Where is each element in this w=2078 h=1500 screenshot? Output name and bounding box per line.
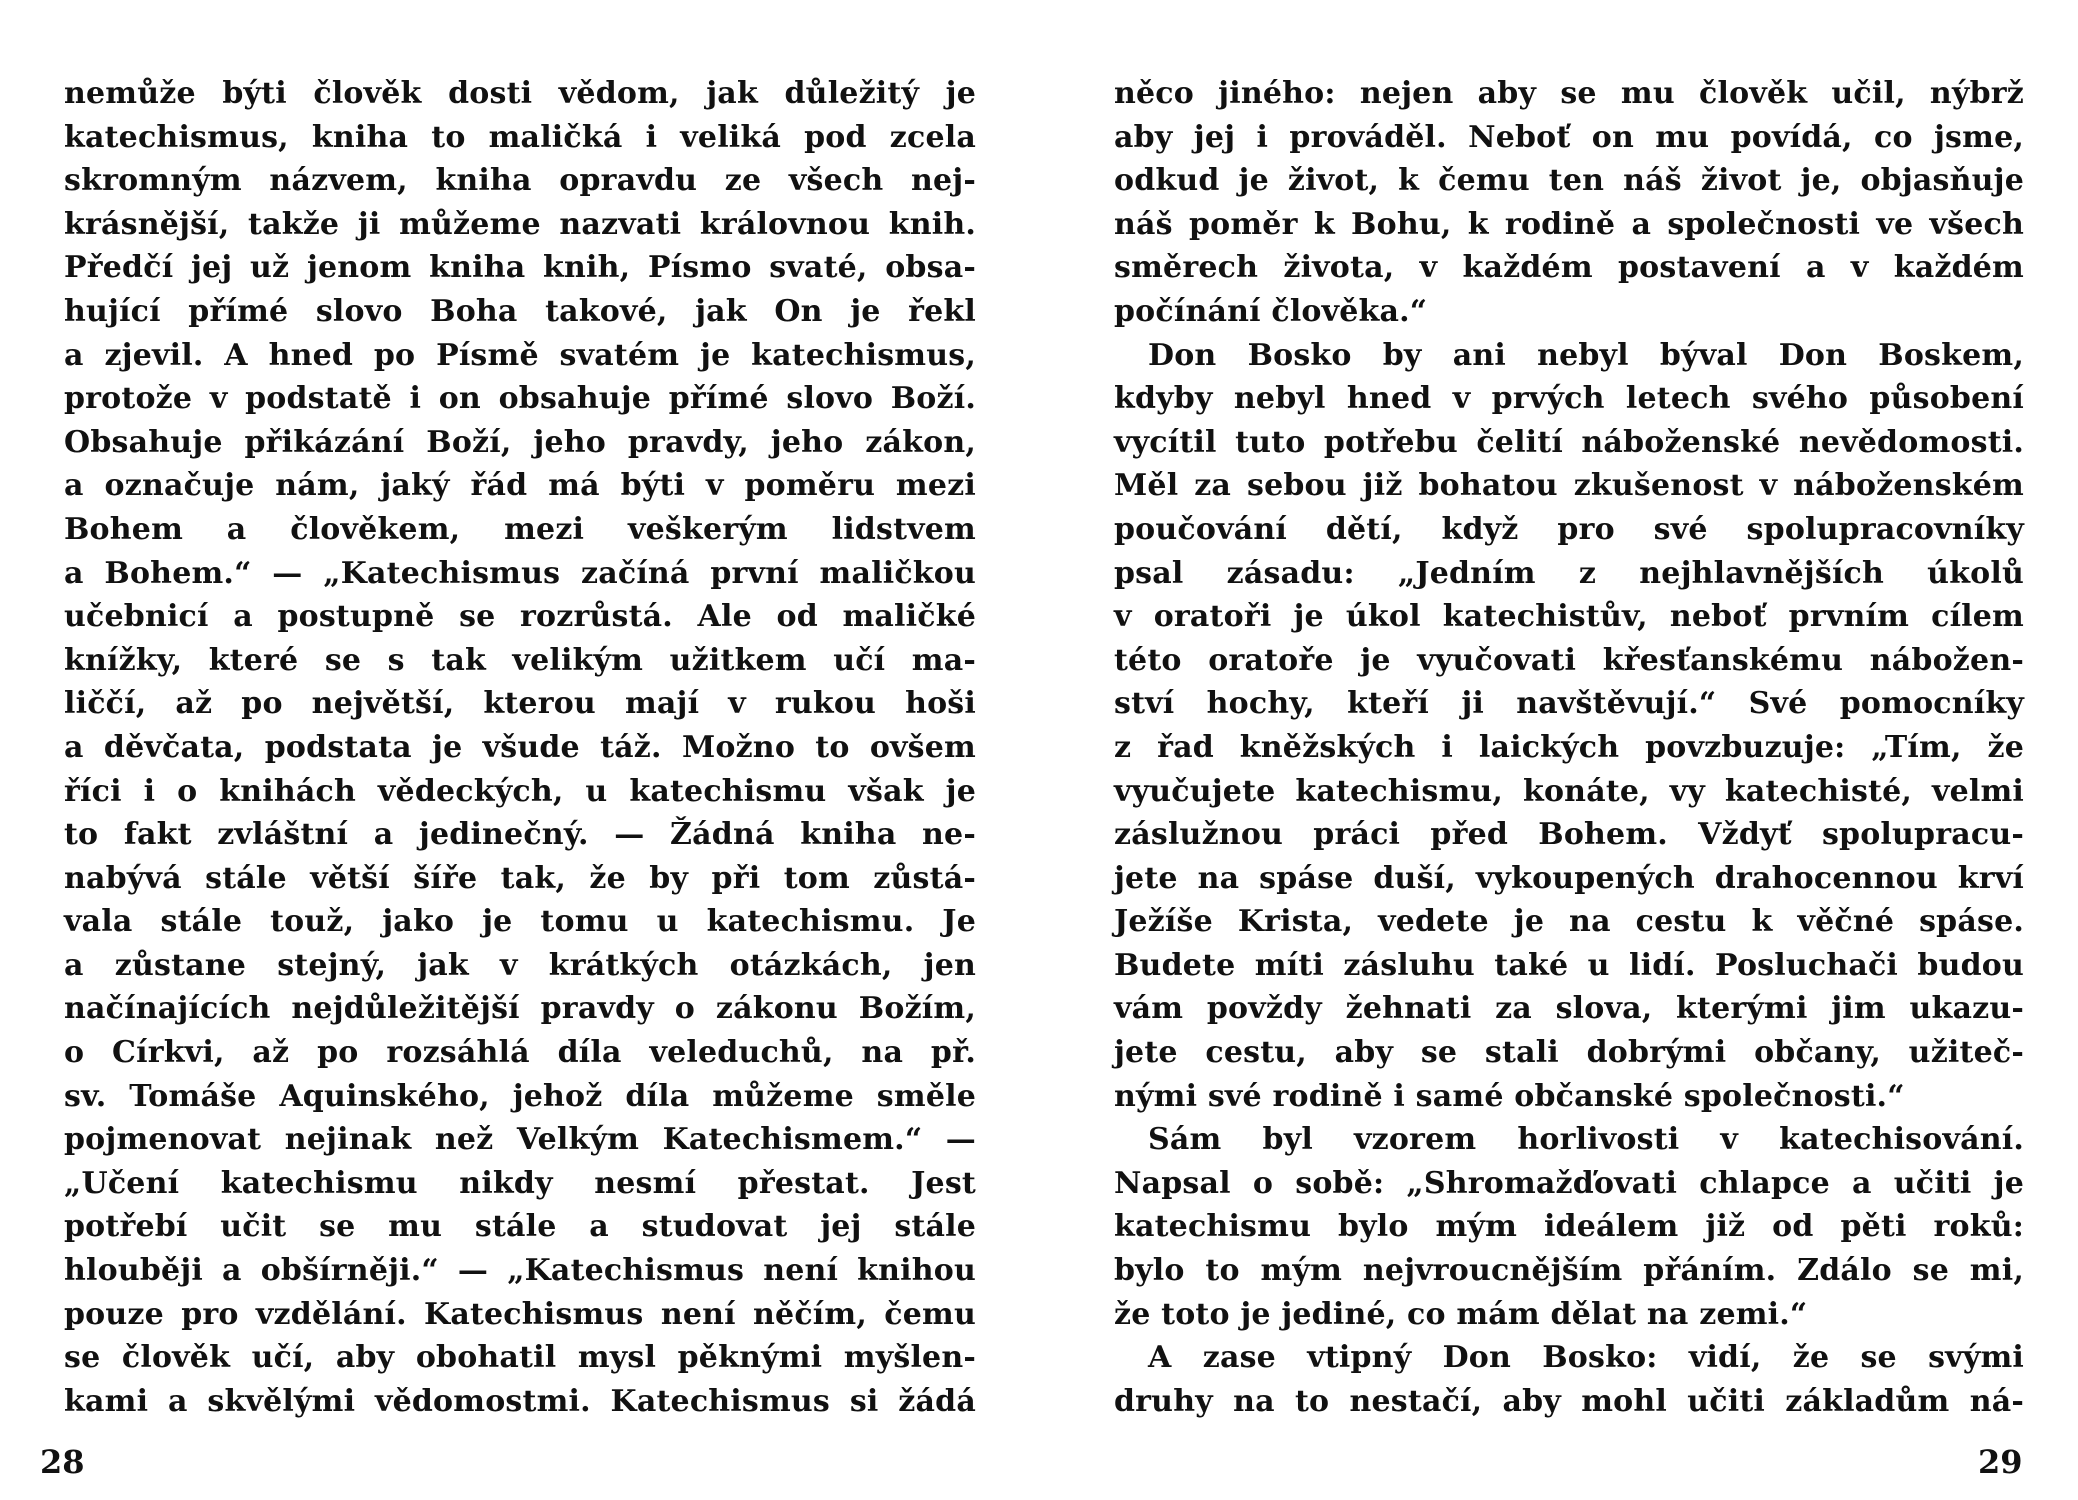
text-line: záslužnou práci před Bohem. Vždyť spolupracu- <box>1114 817 2024 853</box>
text-line: „Učení katechismu nikdy nesmí přestat. Jest <box>64 1165 976 1201</box>
page-number-right: 29 <box>1978 1443 2023 1481</box>
text-line: Obsahuje přikázání Boží, jeho pravdy, jeho zákon, <box>64 424 976 460</box>
text-line: potřebí učit se mu stále a studovat jej stále <box>64 1209 976 1245</box>
text-line: Sám byl vzorem horlivosti v katechisování. <box>1148 1122 2024 1158</box>
text-line: hující přímé slovo Boha takové, jak On je řekl <box>64 293 976 329</box>
text-line: vyučujete katechismu, konáte, vy katechisté, velmi <box>1114 773 2024 809</box>
text-line: bylo to mým nejvroucnějším přáním. Zdálo se mi, <box>1114 1253 2024 1289</box>
text-line: knížky, které se s tak velikým užitkem učí ma- <box>64 642 976 678</box>
text-line: počínání člověka.“ <box>1114 293 1428 329</box>
text-line: nými své rodině i samé občanské společnosti.“ <box>1114 1078 1905 1114</box>
text-line: Předčí jej už jenom kniha knih, Písmo svaté, obsa- <box>64 250 976 286</box>
text-line: a děvčata, podstata je všude táž. Možno to ovšem <box>64 729 976 765</box>
text-line: Napsal o sobě: „Shromažďovati chlapce a učiti je <box>1114 1165 2024 1201</box>
text-line: psal zásadu: „Jedním z nejhlavnějších úkolů <box>1114 555 2024 591</box>
text-line: to fakt zvláštní a jedinečný. — Žádná kniha ne- <box>64 817 976 853</box>
text-line: směrech života, v každém postavení a v každém <box>1114 250 2024 286</box>
text-line: Ježíše Krista, vedete je na cestu k věčné spáse. <box>1114 904 2024 940</box>
text-line: že toto je jediné, co mám dělat na zemi.“ <box>1114 1296 1808 1332</box>
text-line: Bohem a člověkem, mezi veškerým lidstvem <box>64 511 976 547</box>
text-line: poučování dětí, když pro své spolupracovníky <box>1114 511 2024 547</box>
text-line: nabývá stále větší šíře tak, že by při tom zůstá- <box>64 860 976 896</box>
text-line: této oratoře je vyučovati křesťanskému nábožen- <box>1114 642 2024 678</box>
text-line: učebnicí a postupně se rozrůstá. Ale od maličké <box>64 599 976 635</box>
text-line: a zjevil. A hned po Písmě svatém je katechismus, <box>64 337 976 373</box>
text-line: a označuje nám, jaký řád má býti v poměru mezi <box>64 468 976 504</box>
text-line: druhy na to nestačí, aby mohl učiti základům ná- <box>1114 1383 2024 1419</box>
text-line: nemůže býti člověk dosti vědom, jak důležitý je <box>64 76 976 111</box>
text-line: pouze pro vzdělání. Katechismus není něčím, čemu <box>64 1296 976 1332</box>
text-line: něco jiného: nejen aby se mu člověk učil, nýbrž <box>1114 76 2024 111</box>
text-line: z řad kněžských i laických povzbuzuje: „Tím, že <box>1114 729 2024 765</box>
left-page-text <box>64 72 976 1423</box>
text-line: vám povždy žehnati za slova, kterými jim ukazu- <box>1114 991 2024 1027</box>
text-line: a Bohem.“ — „Katechismus začíná první maličkou <box>64 555 976 591</box>
text-line: vala stále touž, jako je tomu u katechismu. Je <box>64 904 976 940</box>
text-line: katechismus, kniha to maličká i veliká pod zcela <box>64 119 976 155</box>
text-line: liččí, až po největší, kterou mají v rukou hoši <box>64 686 976 722</box>
page-number-left: 28 <box>40 1443 85 1481</box>
text-line: hlouběji a obšírněji.“ — „Katechismus není knihou <box>64 1253 976 1289</box>
text-line: katechismu bylo mým ideálem již od pěti roků: <box>1114 1209 2024 1245</box>
text-line: ství hochy, kteří ji navštěvují.“ Své pomocníky <box>1114 686 2024 722</box>
text-line: kami a skvělými vědomostmi. Katechismus si žádá <box>64 1383 976 1419</box>
text-line: Don Bosko by ani nebyl býval Don Boskem, <box>1148 337 2024 373</box>
text-line: o Církvi, až po rozsáhlá díla veleduchů, na př. <box>64 1035 976 1071</box>
text-line: vycítil tuto potřebu čelití náboženské nevědomosti. <box>1114 424 2024 460</box>
text-line: Budete míti zásluhu také u lidí. Posluchači budou <box>1114 947 2024 983</box>
text-line: krásnější, takže ji můžeme nazvati královnou knih. <box>64 206 976 242</box>
text-line: načínajících nejdůležitější pravdy o zákonu Božím, <box>64 991 976 1027</box>
text-line: pojmenovat nejinak než Velkým Katechismem.“ — <box>64 1122 976 1158</box>
text-line: A zase vtipný Don Bosko: vidí, že se svými <box>1148 1340 2024 1376</box>
text-line: sv. Tomáše Aquinského, jehož díla můžeme směle <box>64 1078 976 1114</box>
text-line: skromným názvem, kniha opravdu ze všech nej- <box>64 163 976 199</box>
text-line: jete na spáse duší, vykoupených drahocennou krví <box>1114 860 2024 896</box>
text-line: náš poměr k Bohu, k rodině a společnosti ve všech <box>1114 206 2024 242</box>
text-line: odkud je život, k čemu ten náš život je, objasňuje <box>1114 163 2024 199</box>
right-page-text <box>1114 72 2024 1423</box>
text-line: říci i o knihách vědeckých, u katechismu však je <box>64 773 976 809</box>
text-line: kdyby nebyl hned v prvých letech svého působení <box>1114 381 2024 417</box>
text-line: jete cestu, aby se stali dobrými občany, užiteč- <box>1114 1035 2024 1071</box>
text-line: a zůstane stejný, jak v krátkých otázkách, jen <box>64 947 976 983</box>
text-line: v oratoři je úkol katechistův, neboť prvním cílem <box>1114 599 2024 635</box>
text-line: protože v podstatě i on obsahuje přímé slovo Boží. <box>64 381 976 417</box>
text-line: se člověk učí, aby obohatil mysl pěknými myšlen- <box>64 1340 976 1376</box>
text-line: aby jej i prováděl. Neboť on mu povídá, co jsme, <box>1114 119 2024 155</box>
text-line: Měl za sebou již bohatou zkušenost v náboženském <box>1114 468 2024 504</box>
